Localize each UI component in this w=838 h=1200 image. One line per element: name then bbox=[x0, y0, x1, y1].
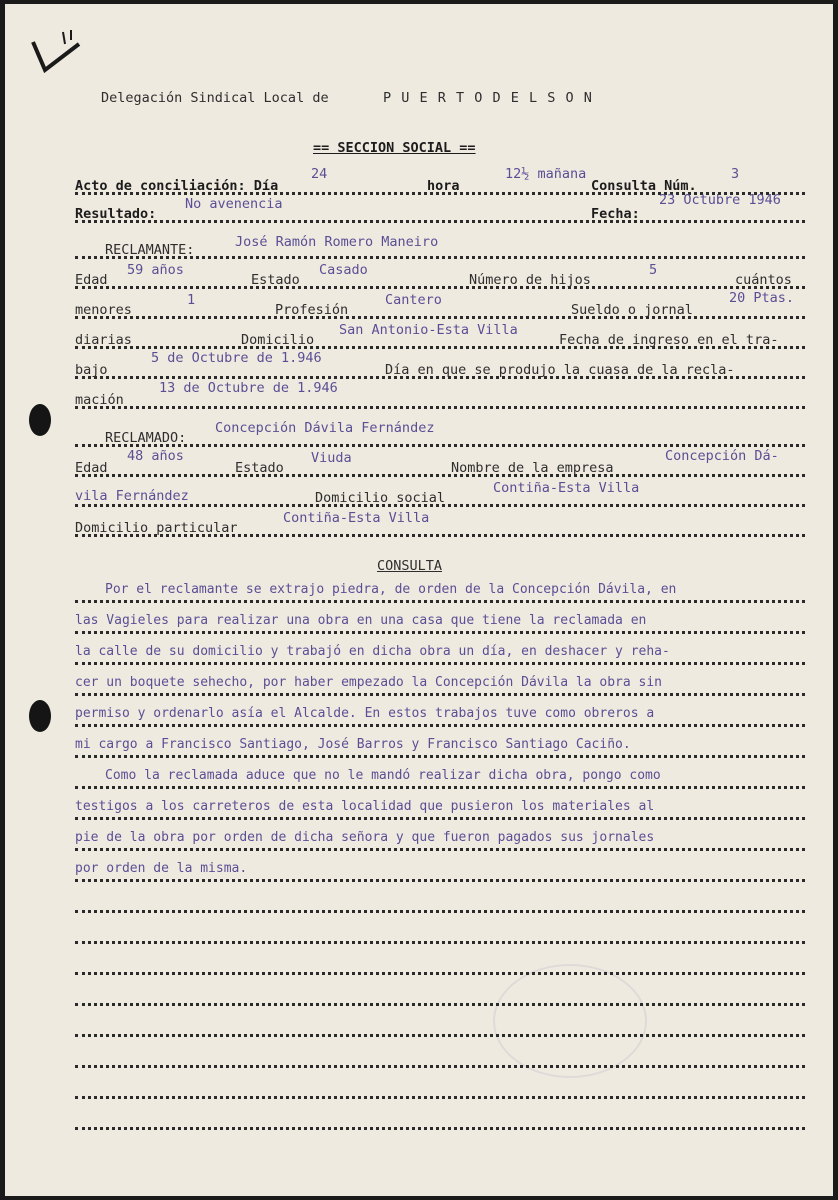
profesion-value: Cantero bbox=[385, 292, 442, 308]
dia-label: Acto de conciliación: Día bbox=[75, 178, 279, 194]
section-title: == SECCION SOCIAL == bbox=[313, 140, 476, 156]
form-line bbox=[75, 826, 805, 851]
sueldo-label: Sueldo o jornal bbox=[571, 302, 693, 318]
consulta-line: mi cargo a Francisco Santiago, José Barros y Francisco Santiago Caciño. bbox=[75, 737, 631, 752]
menores-value: 1 bbox=[187, 292, 196, 308]
consulta-line: por orden de la misma. bbox=[75, 861, 248, 876]
consulta-num-value: 3 bbox=[731, 166, 740, 182]
form-line bbox=[75, 919, 805, 944]
form-line bbox=[75, 290, 805, 319]
reclamado-edad-label: Edad bbox=[75, 460, 108, 476]
form-line bbox=[75, 324, 805, 349]
form-line bbox=[75, 350, 805, 379]
form-line bbox=[75, 640, 805, 665]
form-line bbox=[75, 422, 805, 447]
resultado-label: Resultado: bbox=[75, 206, 157, 222]
check-mark-icon bbox=[27, 30, 87, 80]
form-line bbox=[75, 1074, 805, 1099]
form-line bbox=[75, 380, 805, 409]
profesion-label: Profesión bbox=[275, 302, 349, 318]
town-name: P U E R T O D E L S O N bbox=[383, 90, 593, 106]
form-line bbox=[75, 448, 805, 477]
empresa-label: Nombre de la empresa bbox=[451, 460, 614, 476]
estado-label: Estado bbox=[251, 272, 300, 288]
reclamado-label: RECLAMADO: bbox=[105, 430, 187, 446]
causa-label-cont: mación bbox=[75, 392, 124, 408]
form-line bbox=[75, 1043, 805, 1068]
ingreso-value: 5 de Octubre de 1.946 bbox=[151, 350, 322, 366]
ingreso-label: Fecha de ingreso en el tra- bbox=[559, 332, 779, 348]
form-line bbox=[75, 888, 805, 913]
form-line bbox=[75, 981, 805, 1006]
reclamante-nombre: José Ramón Romero Maneiro bbox=[235, 234, 439, 250]
form-line bbox=[75, 578, 805, 603]
form-line bbox=[75, 1012, 805, 1037]
ingreso-label-cont: bajo bbox=[75, 362, 108, 378]
sueldo-value: 20 Ptas. bbox=[729, 290, 795, 306]
reclamado-edad-value: 48 años bbox=[127, 448, 184, 464]
fecha-value: 23 Octubre 1946 bbox=[659, 192, 781, 208]
form-line bbox=[75, 512, 805, 537]
causa-value: 13 de Octubre de 1.946 bbox=[159, 380, 338, 396]
consulta-line: la calle de su domicilio y trabajó en dicha obra un día, en deshacer y reha- bbox=[75, 644, 670, 659]
consulta-line: permiso y ordenarlo asía el Alcalde. En estos trabajos tuve como obreros a bbox=[75, 706, 655, 721]
consulta-line: Por el reclamante se extrajo piedra, de orden de la Concepción Dávila, en bbox=[105, 582, 677, 597]
hijos-value: 5 bbox=[649, 262, 658, 278]
hora-label: hora bbox=[427, 178, 460, 194]
edad-value: 59 años bbox=[127, 262, 184, 278]
form-line bbox=[75, 192, 805, 223]
reclamado-estado-value: Viuda bbox=[311, 450, 352, 466]
cuantos-label: cuántos bbox=[735, 272, 792, 288]
form-line bbox=[75, 671, 805, 696]
form-line bbox=[75, 264, 805, 289]
edad-label: Edad bbox=[75, 272, 108, 288]
resultado-value: No avenencia bbox=[185, 196, 283, 212]
consulta-line: cer un boquete sehecho, por haber empezado la Concepción Dávila la obra sin bbox=[75, 675, 662, 690]
dom-social-label: Domicilio social bbox=[315, 490, 446, 506]
dom-social-value: Contiña-Esta Villa bbox=[493, 480, 640, 496]
reclamado-estado-label: Estado bbox=[235, 460, 284, 476]
dia-value: 24 bbox=[311, 166, 328, 182]
hijos-label: Número de hijos bbox=[469, 272, 591, 288]
diarias-label: diarias bbox=[75, 332, 132, 348]
punch-hole-icon bbox=[29, 700, 51, 732]
empresa-value: Concepción Dá- bbox=[665, 448, 779, 464]
consulta-line: testigos a los carreteros de esta localidad que pusieron los materiales al bbox=[75, 799, 655, 814]
consulta-line: pie de la obra por orden de dicha señora y que fueron pagados sus jornales bbox=[75, 830, 655, 845]
punch-hole-icon bbox=[29, 404, 51, 436]
hora-value: 12½ mañana bbox=[505, 166, 587, 182]
estado-value: Casado bbox=[319, 262, 368, 278]
domicilio-value: San Antonio-Esta Villa bbox=[339, 322, 518, 338]
form-line bbox=[75, 795, 805, 820]
empresa-value-cont: vila Fernández bbox=[75, 488, 189, 504]
document-page bbox=[5, 4, 833, 1196]
consulta-title: CONSULTA bbox=[377, 558, 443, 574]
dom-particular-label: Domicilio particular bbox=[75, 520, 238, 536]
form-line bbox=[75, 234, 805, 259]
office-label: Delegación Sindical Local de bbox=[101, 90, 329, 106]
menores-label: menores bbox=[75, 302, 132, 318]
reclamado-nombre: Concepción Dávila Fernández bbox=[215, 420, 435, 436]
causa-label: Día en que se produjo la cuasa de la recla- bbox=[385, 362, 735, 378]
consulta-line: Como la reclamada aduce que no le mandó realizar dicha obra, pongo como bbox=[105, 768, 661, 783]
dom-particular-value: Contiña-Esta Villa bbox=[283, 510, 430, 526]
form-line bbox=[75, 764, 805, 789]
form-line bbox=[75, 482, 805, 507]
form-line bbox=[75, 857, 805, 882]
form-line bbox=[75, 702, 805, 727]
consulta-line: las Vagieles para realizar una obra en una casa que tiene la reclamada en bbox=[75, 613, 647, 628]
form-line bbox=[75, 609, 805, 634]
domicilio-label: Domicilio bbox=[241, 332, 315, 348]
form-line bbox=[75, 733, 805, 758]
reclamante-label: RECLAMANTE: bbox=[105, 242, 195, 258]
form-line bbox=[75, 950, 805, 975]
consulta-num-label: Consulta Núm. bbox=[591, 178, 697, 194]
fecha-label: Fecha: bbox=[591, 206, 640, 222]
form-line bbox=[75, 1105, 805, 1130]
